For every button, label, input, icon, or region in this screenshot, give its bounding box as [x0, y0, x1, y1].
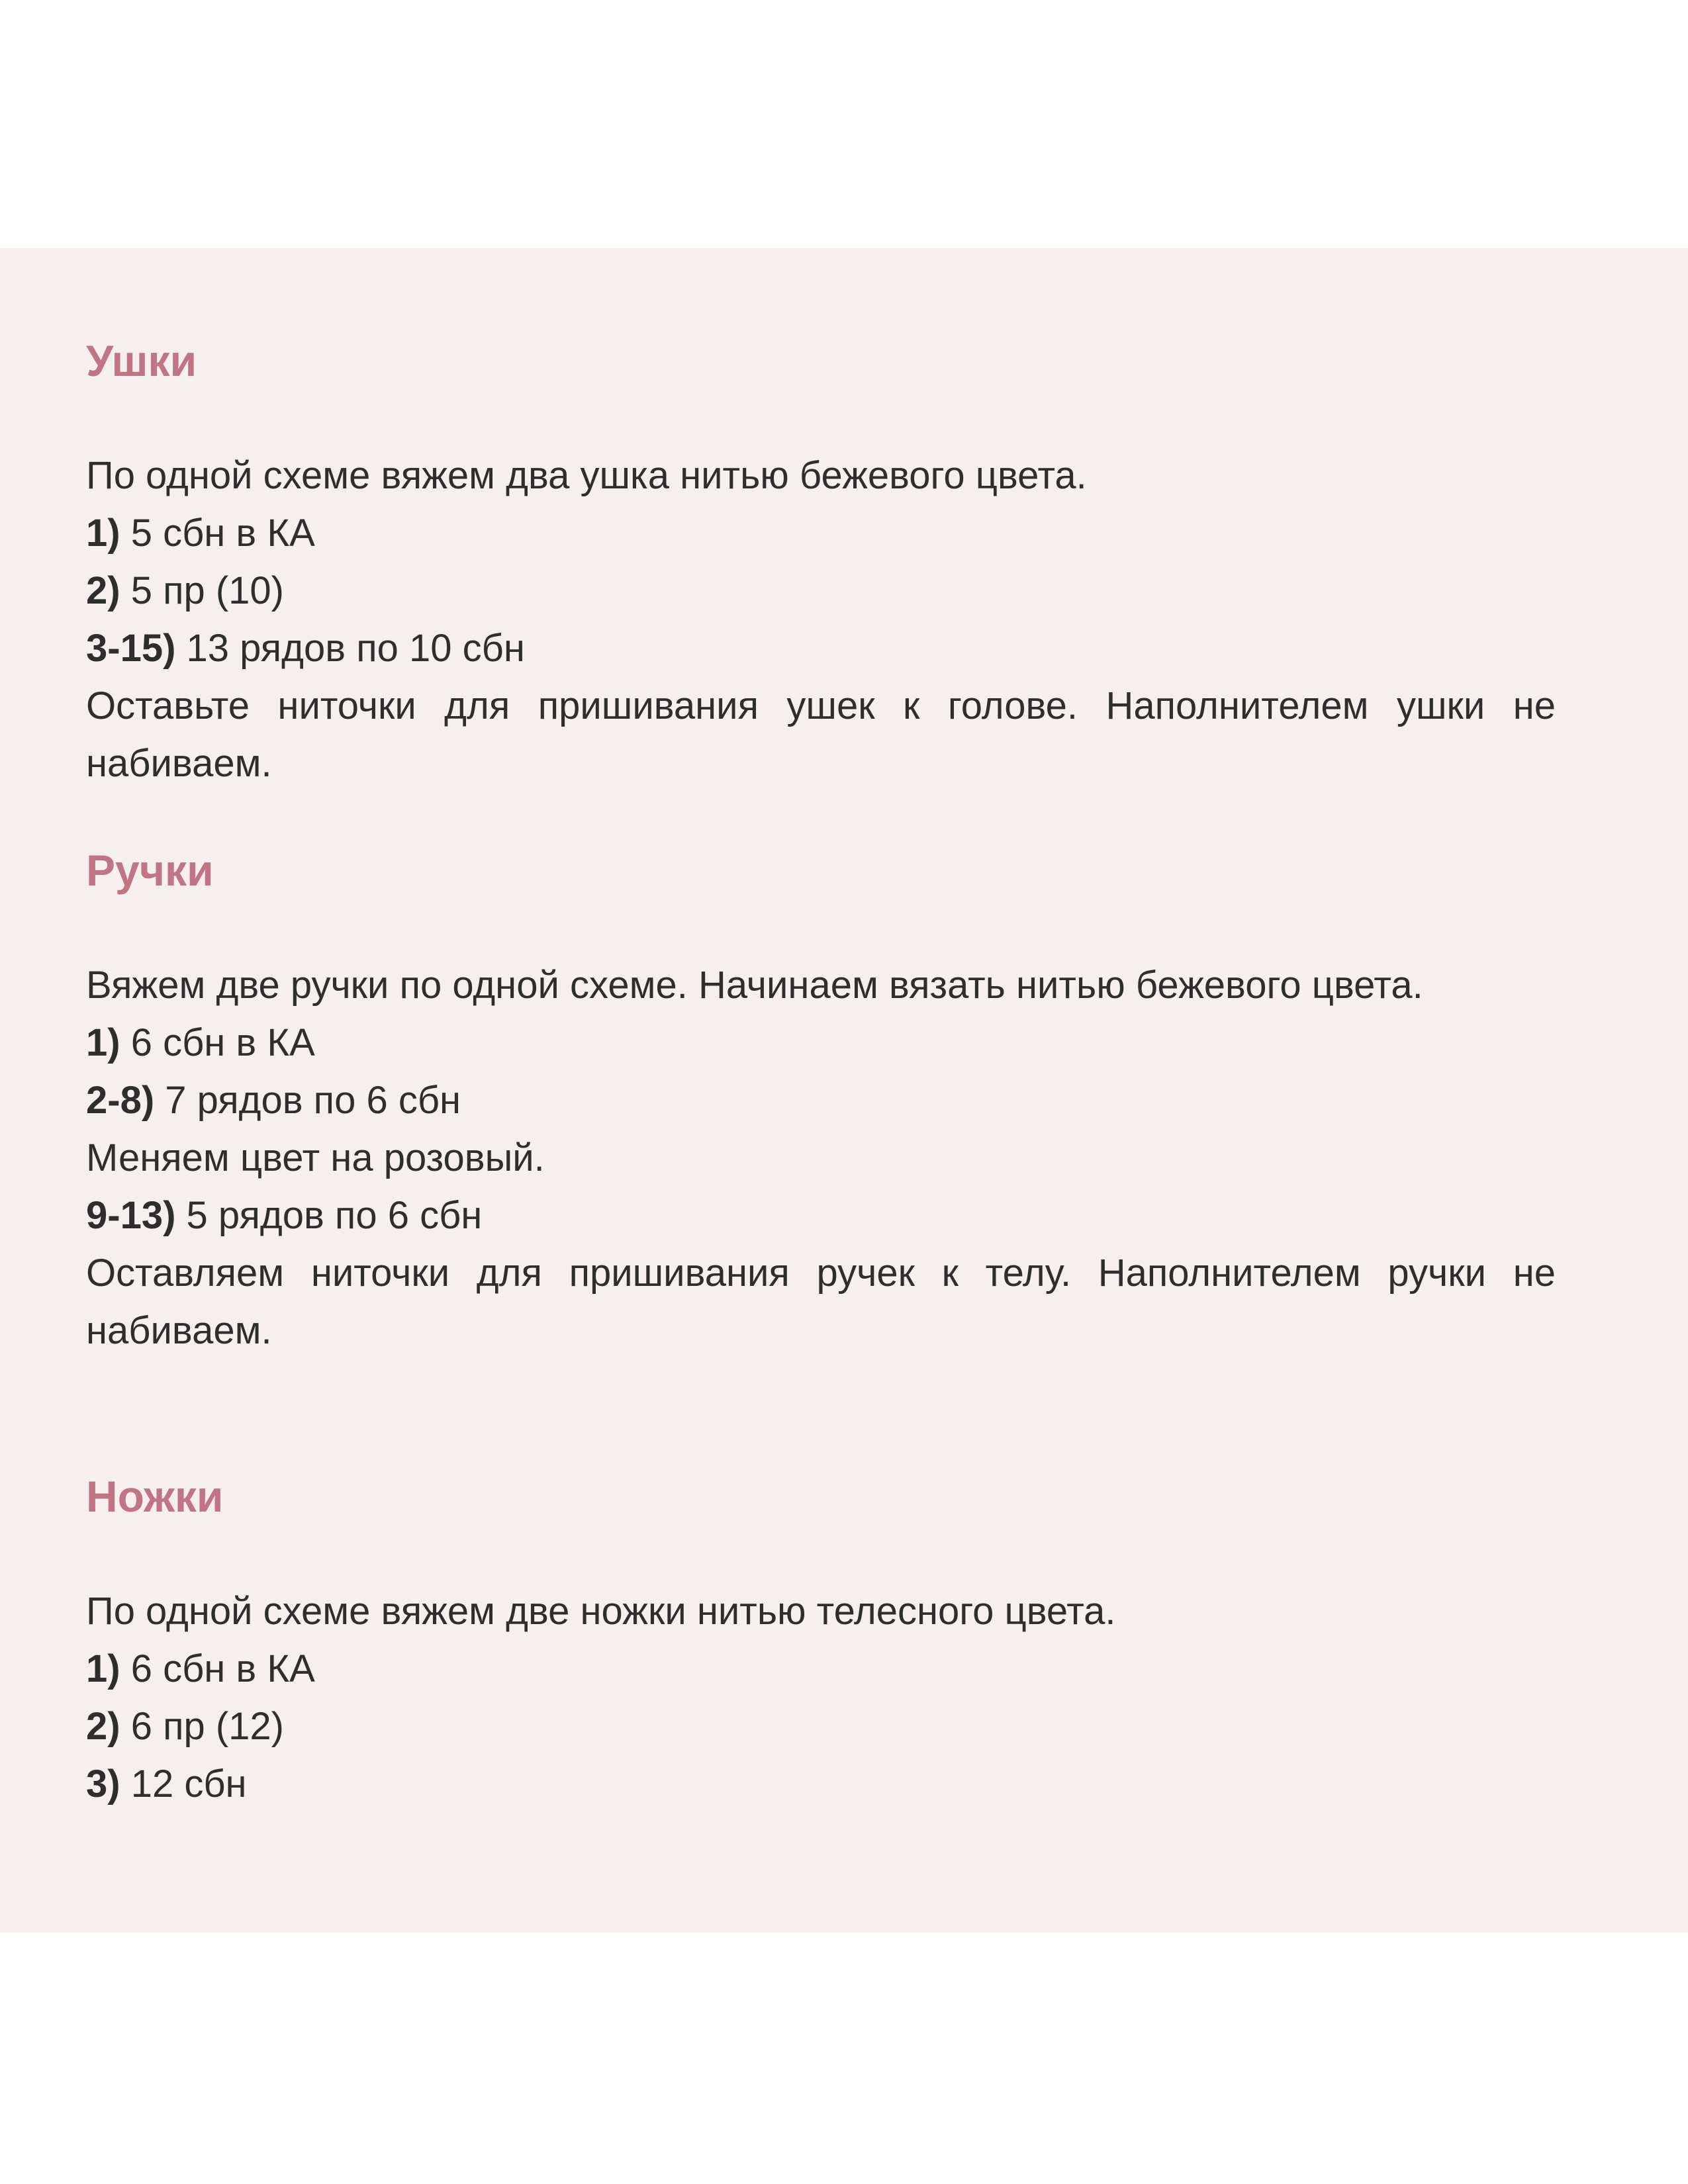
row-number: 9-13) — [86, 1194, 176, 1237]
section-title-arms: Ручки — [86, 846, 214, 895]
pattern-row — [86, 619, 1556, 677]
section-body-arms — [86, 956, 1556, 1359]
pattern-row — [86, 1755, 1556, 1813]
row-number: 2) — [86, 569, 120, 612]
row-text: 12 сбн — [120, 1762, 247, 1805]
section-title-legs: Ножки — [86, 1472, 224, 1521]
row-number: 1) — [86, 1647, 120, 1690]
color-change-note: Меняем цвет на розовый. — [86, 1136, 545, 1179]
section-intro: Вяжем две ручки по одной схеме. Начинаем вязать нитью бежевого цвета. — [86, 964, 1423, 1007]
pattern-row — [86, 1187, 1556, 1244]
section-note: Оставьте ниточки для пришивания ушек к голове. Наполнителем ушки не набиваем. — [86, 684, 1556, 785]
row-number: 2) — [86, 1705, 120, 1748]
row-number: 2-8) — [86, 1079, 155, 1122]
section-title-ears: Ушки — [86, 336, 197, 385]
pattern-row — [86, 1698, 1556, 1755]
row-text: 5 пр (10) — [120, 569, 284, 612]
row-text: 6 сбн в КА — [120, 1021, 315, 1064]
row-text: 13 рядов по 10 сбн — [175, 627, 525, 670]
pattern-row — [86, 562, 1556, 619]
row-text: 7 рядов по 6 сбн — [154, 1079, 461, 1122]
pattern-row — [86, 1071, 1556, 1129]
pattern-row — [86, 1640, 1556, 1698]
row-text: 5 сбн в КА — [120, 512, 315, 555]
row-text: 6 сбн в КА — [120, 1647, 315, 1690]
section-note: Оставляем ниточки для пришивания ручек к телу. Наполнителем ручки не набиваем. — [86, 1251, 1556, 1352]
section-intro: По одной схеме вяжем две ножки нитью телесного цвета. — [86, 1590, 1116, 1633]
row-number: 1) — [86, 512, 120, 555]
row-text: 6 пр (12) — [120, 1705, 284, 1748]
row-text: 5 рядов по 6 сбн — [175, 1194, 483, 1237]
section-intro: По одной схеме вяжем два ушка нитью бежевого цвета. — [86, 454, 1087, 497]
section-body-legs — [86, 1582, 1556, 1813]
row-number: 3-15) — [86, 627, 176, 670]
pattern-row — [86, 504, 1556, 562]
content-panel — [0, 248, 1688, 1933]
pattern-row — [86, 1014, 1556, 1071]
row-number: 3) — [86, 1762, 120, 1805]
row-number: 1) — [86, 1021, 120, 1064]
section-body-ears — [86, 447, 1556, 792]
